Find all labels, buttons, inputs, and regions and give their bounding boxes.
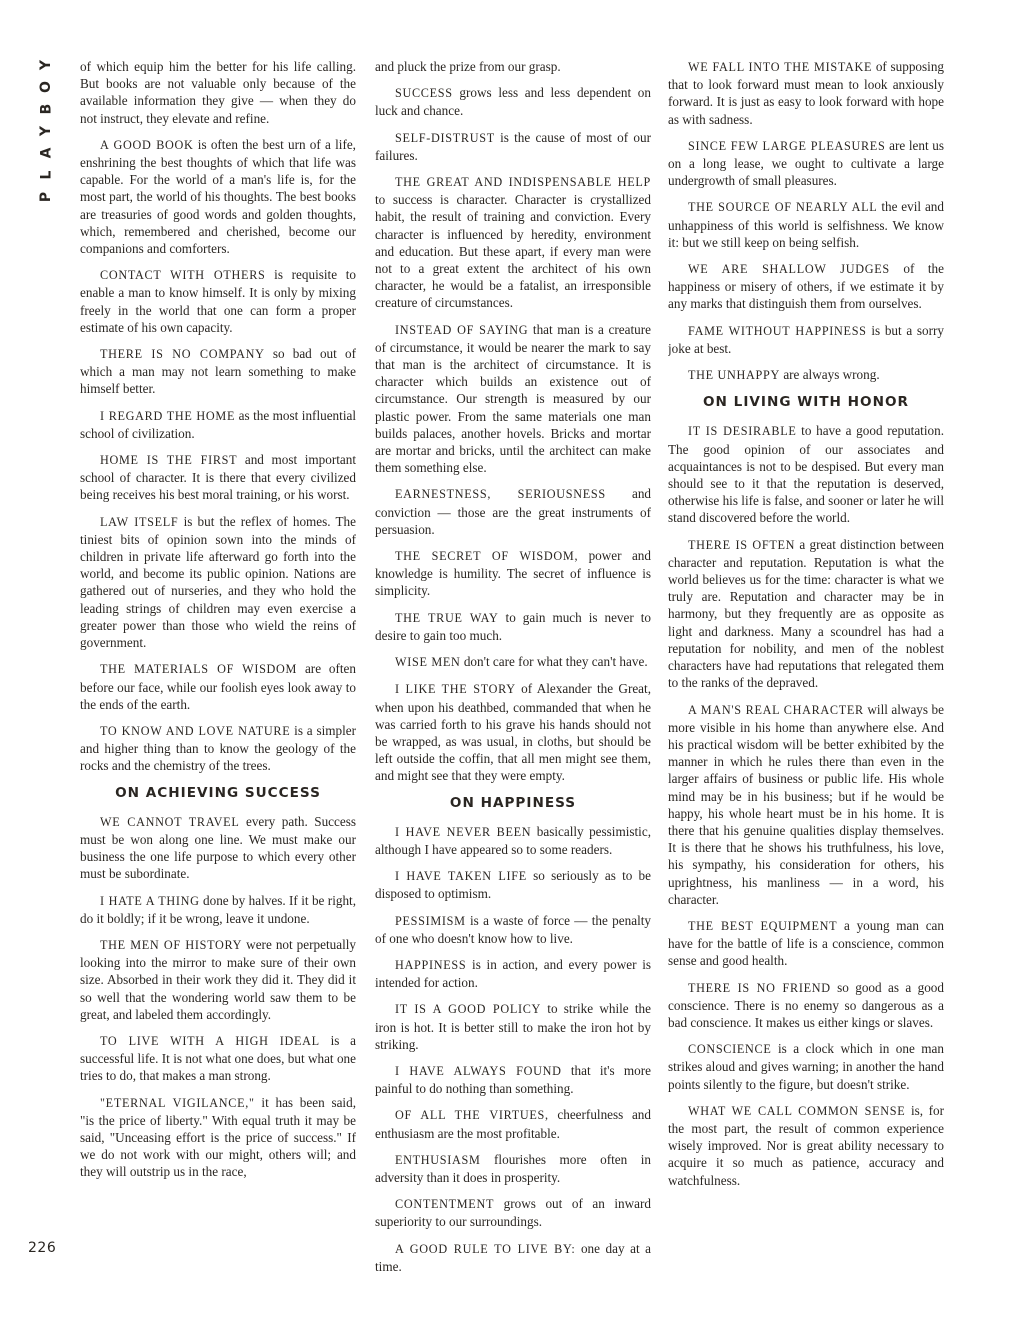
paragraph-lead-in: I HAVE ALWAYS FOUND xyxy=(395,1063,562,1078)
quote-paragraph xyxy=(80,266,356,336)
paragraph-lead-in: INSTEAD OF SAYING xyxy=(395,322,529,337)
paragraph-lead-in: CONTACT WITH OTHERS xyxy=(100,268,266,283)
paragraph-text: cheerfulness and enthusiasm are the most profitable. xyxy=(375,1107,651,1141)
quote-paragraph xyxy=(668,260,944,313)
quote-paragraph xyxy=(80,936,356,1023)
paragraph-lead-in: I REGARD THE HOME xyxy=(100,408,236,423)
magazine-name-letter: O xyxy=(38,81,54,93)
paragraph-lead-in: THE MEN OF HISTORY xyxy=(100,937,243,952)
paragraph-lead-in: THE GREAT AND INDISPENSABLE HELP xyxy=(395,175,651,190)
quote-paragraph xyxy=(375,823,651,858)
paragraph-lead-in: TO KNOW AND LOVE NATURE xyxy=(100,723,291,738)
quote-paragraph xyxy=(375,321,651,477)
paragraph-lead-in: A GOOD BOOK xyxy=(100,137,194,152)
paragraph-text: to gain much is never to desire to gain too much. xyxy=(375,609,651,643)
paragraph-lead-in: THERE IS OFTEN xyxy=(688,537,796,552)
paragraph-text: is but the reflex of homes. The tiniest bits of opinion sown into the minds of children in private life afterward go forth into the world, and become its public opinion. Nations are gathered out of nurseries, and they who hold the leading strings of children may even exercise a greater power than those who wield the reins of government. xyxy=(80,513,356,651)
paragraph-text: that man is a creature of circumstance, it would be nearer the mark to say that man is the architect of circumstance. It is character which builds an existence out of circumstance. Our strength is measured by our plastic power. From the same materials one man builds palaces, another hovels. Bricks and mortar are mortar and bricks, until the architect can make them something else. xyxy=(375,321,651,476)
paragraph-text: done by halves. If it be right, do it boldly; if it be wrong, leave it undone. xyxy=(80,892,356,926)
quote-paragraph xyxy=(375,173,651,312)
paragraph-lead-in: I HAVE NEVER BEEN xyxy=(395,824,532,839)
paragraph-text: of the happiness or misery of others, if we estimate it by any marks that distinguish them from ourselves. xyxy=(668,261,944,312)
quote-paragraph xyxy=(668,422,944,526)
quote-paragraph xyxy=(375,1151,651,1186)
paragraph-text: is a successful life. It is not what one does, but what one tries to do, that makes a man strong. xyxy=(80,1032,356,1084)
quote-paragraph xyxy=(668,1102,944,1189)
quote-paragraph xyxy=(80,1032,356,1085)
quote-paragraph xyxy=(375,547,651,600)
quote-paragraph xyxy=(80,345,356,398)
quote-paragraph xyxy=(375,1240,651,1275)
quote-paragraph xyxy=(668,366,944,384)
paragraph-lead-in: "ETERNAL VIGILANCE," xyxy=(100,1095,255,1110)
paragraph-lead-in: SELF-DISTRUST xyxy=(395,130,495,145)
paragraph-text: grows out of an inward superiority to our surroundings. xyxy=(375,1196,651,1230)
paragraph-lead-in: WE CANNOT TRAVEL xyxy=(100,814,240,829)
paragraph-text: as the most influential school of civilization. xyxy=(80,407,356,441)
paragraph-text: are always wrong. xyxy=(780,367,880,383)
magazine-name-letter: Y xyxy=(37,59,54,71)
quote-paragraph xyxy=(80,513,356,652)
paragraph-text: and conviction — those are the great instruments of persuasion. xyxy=(375,486,651,537)
paragraph-lead-in: HAPPINESS xyxy=(395,957,467,972)
paragraph-text: is in action, and every power is intended for action. xyxy=(375,956,651,991)
quote-paragraph xyxy=(375,956,651,991)
paragraph-text: flourishes more often in adversity than it does in prosperity. xyxy=(375,1151,651,1185)
quote-paragraph xyxy=(80,451,356,504)
paragraph-lead-in: EARNESTNESS, SERIOUSNESS xyxy=(395,487,606,502)
paragraph-text: are often before our face, while our foolish eyes look away to the ends of the earth. xyxy=(80,661,356,712)
paragraph-lead-in: CONSCIENCE xyxy=(688,1042,772,1057)
quote-paragraph xyxy=(668,536,944,692)
paragraph-text: to strike while the iron is hot. It is better still to make the iron hot by striking. xyxy=(375,1001,651,1052)
text-column-2 xyxy=(375,58,651,1288)
quote-paragraph xyxy=(375,653,651,671)
quote-paragraph xyxy=(668,979,944,1032)
paragraph-text: is requisite to enable a man to know himself. It is only by mixing freely in the world that one can form a proper estimate of his own capacity. xyxy=(80,267,356,335)
paragraph-lead-in: THE MATERIALS OF WISDOM xyxy=(100,662,298,677)
quote-paragraph xyxy=(80,892,356,927)
paragraph-lead-in: I LIKE THE STORY xyxy=(395,682,516,697)
paragraph-text: a young man can have for the battle of life is a conscience, common sense and good health. xyxy=(668,917,944,969)
paragraph-lead-in: SUCCESS xyxy=(395,86,453,101)
paragraph-lead-in: THE SECRET OF WISDOM, xyxy=(395,549,579,564)
paragraph-lead-in: FAME WITHOUT HAPPINESS xyxy=(688,323,867,338)
quote-paragraph xyxy=(375,1062,651,1097)
paragraph-text: one day at a time. xyxy=(375,1240,651,1274)
quote-paragraph xyxy=(375,609,651,644)
quote-paragraph xyxy=(375,485,651,538)
paragraph-lead-in: THERE IS NO FRIEND xyxy=(688,980,831,995)
paragraph-text: is a clock which in one man strikes aloud and gives warning; in another the hand points silently to the figure, but doesn't strike. xyxy=(668,1041,944,1092)
paragraph-lead-in: A MAN'S REAL CHARACTER xyxy=(688,702,864,717)
quote-paragraph xyxy=(375,129,651,164)
paragraph-lead-in: HOME IS THE FIRST xyxy=(100,453,238,468)
quote-paragraph xyxy=(375,1000,651,1053)
page-number: 226 xyxy=(28,1240,57,1256)
paragraph-text: power and knowledge is humility. The secret of influence is simplicity. xyxy=(375,548,651,599)
paragraph-lead-in: TO LIVE WITH A HIGH IDEAL xyxy=(100,1033,320,1048)
quote-paragraph xyxy=(668,198,944,251)
continued-paragraph xyxy=(80,58,356,127)
section-heading: ON LIVING WITH HONOR xyxy=(703,394,909,411)
paragraph-text: grows less and less dependent on luck and chance. xyxy=(375,85,651,119)
quote-paragraph xyxy=(80,813,356,883)
paragraph-text: a great distinction between character and reputation. Reputation is what the world believes us for the time: character is what we truly are. Reputation and character may be in harmony, but they frequently are as opposite as light and darkness. Many a scoundrel has had a reputation for nobility, and men of the noblest characters have had reputations that relegated them to the ranks of the depraved. xyxy=(668,536,944,691)
paragraph-text: to have a good reputation. The good opinion of our associates and acquaintances is not to be despised. But every man should see to it that the reputation is deserved, otherwise his life is false, and sooner or later he will stand discovered before the world. xyxy=(668,423,944,526)
text-column-1 xyxy=(80,58,356,1288)
quote-paragraph xyxy=(80,407,356,442)
paragraph-text: are lent us on a long lease, we ought to cultivate a large undergrowth of small pleasures. xyxy=(668,137,944,189)
paragraph-text: to success is character. Character is crystallized habit, the result of training and conviction. Every character is influenced by heredity, environment and education. But these apart, if every man were not to a great extent the architect of his own character, he would be a fatalist, an irresponsible creature of circumstances. xyxy=(375,192,651,311)
magazine-name-letter: Y xyxy=(37,125,54,137)
paragraph-text: every path. Success must be won along one line. We must make our business the one life purpose to which every other must be subordinate. xyxy=(80,813,356,882)
paragraph-text: is a waste of force — the penalty of one who doesn't know how to live. xyxy=(375,912,651,946)
paragraph-text: and most important school of character. It is there that every civilized being receives his best moral training, or his worst. xyxy=(80,452,356,503)
paragraph-lead-in: THE TRUE WAY xyxy=(395,610,499,625)
paragraph-text: will always be more visible in his home than anywhere else. And his practical wisdom will be better exhibited by the manner in which he rules there than even in the larger affairs of business or public life. His whole mind may be in his business; but if he would be happy, his whole heart must be in his home. It is there that his genuine qualities display themselves. It is there that he shows his truthfulness, his love, his sympathy, his consideration for others, his uprightness, his manliness — in a word, his character. xyxy=(668,701,944,907)
quote-paragraph xyxy=(375,1106,651,1141)
paragraph-text: is but a sorry joke at best. xyxy=(668,322,944,356)
quote-paragraph xyxy=(80,660,356,713)
section-heading: ON HAPPINESS xyxy=(449,794,577,811)
paragraph-lead-in: IT IS DESIRABLE xyxy=(688,424,797,439)
quote-paragraph xyxy=(668,58,944,128)
quote-paragraph xyxy=(668,1040,944,1093)
paragraph-lead-in: IT IS A GOOD POLICY xyxy=(395,1002,542,1017)
paragraph-text: basically pessimistic, although I have appeared so to some readers. xyxy=(375,823,651,857)
paragraph-text: it has been said, "is the price of liberty." With equal truth it may be said, "Unceasing effort is the price of success." If we do not work with our might, others will; and they will outstrip us in the race, xyxy=(80,1094,356,1180)
magazine-name-letter: A xyxy=(38,147,54,159)
quote-paragraph xyxy=(375,912,651,947)
paragraph-text: of which equip him the better for his life calling. But books are not valuable only because of the available information they give — when they do not instruct, they elevate and refine. xyxy=(80,59,356,126)
paragraph-lead-in: LAW ITSELF xyxy=(100,514,179,529)
magazine-name-vertical xyxy=(26,58,66,212)
quote-paragraph xyxy=(80,722,356,775)
paragraph-lead-in: WISE MEN xyxy=(395,655,461,670)
quote-paragraph xyxy=(375,680,651,784)
paragraph-lead-in: CONTENTMENT xyxy=(395,1197,495,1212)
paragraph-lead-in: A GOOD RULE TO LIVE BY: xyxy=(395,1241,576,1256)
quote-paragraph xyxy=(668,917,944,970)
quote-paragraph xyxy=(375,867,651,902)
paragraph-text: of supposing that to look forward must mean to look anxiously forward. It is just as easy to look forward with hope as with sadness. xyxy=(668,59,944,127)
quote-paragraph xyxy=(668,322,944,357)
continued-paragraph xyxy=(375,58,651,75)
paragraph-text: is a simpler and higher thing than to know the geology of the rocks and the chemistry of the trees. xyxy=(80,722,356,774)
paragraph-text: is, for the most part, the result of common experience wisely improved. Nor is great ability necessary to acquire it so much as patience, accuracy and watchfulness. xyxy=(668,1102,944,1188)
text-column-3 xyxy=(668,58,944,1288)
section-heading: ON ACHIEVING SUCCESS xyxy=(115,784,321,801)
paragraph-lead-in: WE FALL INTO THE MISTAKE xyxy=(688,60,873,74)
paragraph-text: that it's more painful to do nothing than something. xyxy=(375,1062,651,1097)
paragraph-lead-in: THE SOURCE OF NEARLY ALL xyxy=(688,200,878,215)
paragraph-lead-in: SINCE FEW LARGE PLEASURES xyxy=(688,138,886,153)
paragraph-lead-in: OF ALL THE VIRTUES, xyxy=(395,1108,549,1123)
paragraph-lead-in: ENTHUSIASM xyxy=(395,1152,481,1167)
paragraph-lead-in: WE ARE SHALLOW JUDGES xyxy=(688,262,890,277)
paragraph-lead-in: I HATE A THING xyxy=(100,893,200,908)
paragraph-text: so seriously as to be disposed to optimism. xyxy=(375,868,651,902)
paragraph-text: the evil and unhappiness of this world is selfishness. We know it: but we still keep on being selfish. xyxy=(668,199,944,250)
paragraph-lead-in: PESSIMISM xyxy=(395,913,466,928)
paragraph-lead-in: WHAT WE CALL COMMON SENSE xyxy=(688,1103,906,1118)
quote-paragraph xyxy=(375,84,651,119)
magazine-name-letter: B xyxy=(37,103,54,115)
paragraph-text: so good as a good conscience. There is no enemy so dangerous as a bad conscience. It makes us either kings or slaves. xyxy=(668,979,944,1030)
paragraph-text: and pluck the prize from our grasp. xyxy=(375,59,561,74)
paragraph-text: were not perpetually looking into the mirror to make sure of their own size. Absorbed in their work they did it. They did it so well that the wondering world saw them to be great, and labeled them accordingly. xyxy=(80,936,356,1022)
quote-paragraph xyxy=(80,136,356,257)
quote-paragraph xyxy=(668,137,944,190)
quote-paragraph xyxy=(668,701,944,908)
paragraph-lead-in: I HAVE TAKEN LIFE xyxy=(395,869,527,884)
magazine-name-letter: P xyxy=(37,191,54,203)
paragraph-text: is the cause of most of our failures. xyxy=(375,129,651,163)
paragraph-text: is often the best urn of a life, enshrining the best thoughts of which that life was capable. For the world of a man's life is, for the most part, the world of his thoughts. The best books are treasuries of good words and golden thoughts, which, remembered and cherished, become our companions and comforters. xyxy=(80,136,356,257)
paragraph-lead-in: THE BEST EQUIPMENT xyxy=(688,918,838,933)
paragraph-lead-in: THE UNHAPPY xyxy=(688,368,781,383)
paragraph-text: so bad out of which a man may not learn something to make himself better. xyxy=(80,346,356,397)
quote-paragraph xyxy=(80,1094,356,1181)
paragraph-text: don't care for what they can't have. xyxy=(460,654,648,670)
paragraph-lead-in: THERE IS NO COMPANY xyxy=(100,347,265,362)
magazine-name-letter: L xyxy=(37,170,54,180)
paragraph-text: of Alexander the Great, when upon his deathbed, commanded that when he was carried forth to his grave his hands should not be wrapped, as was usual, in cloths, but should be left outside the coffin, that all men might see them, and might see that they were empty. xyxy=(375,681,651,784)
quote-paragraph xyxy=(375,1195,651,1230)
